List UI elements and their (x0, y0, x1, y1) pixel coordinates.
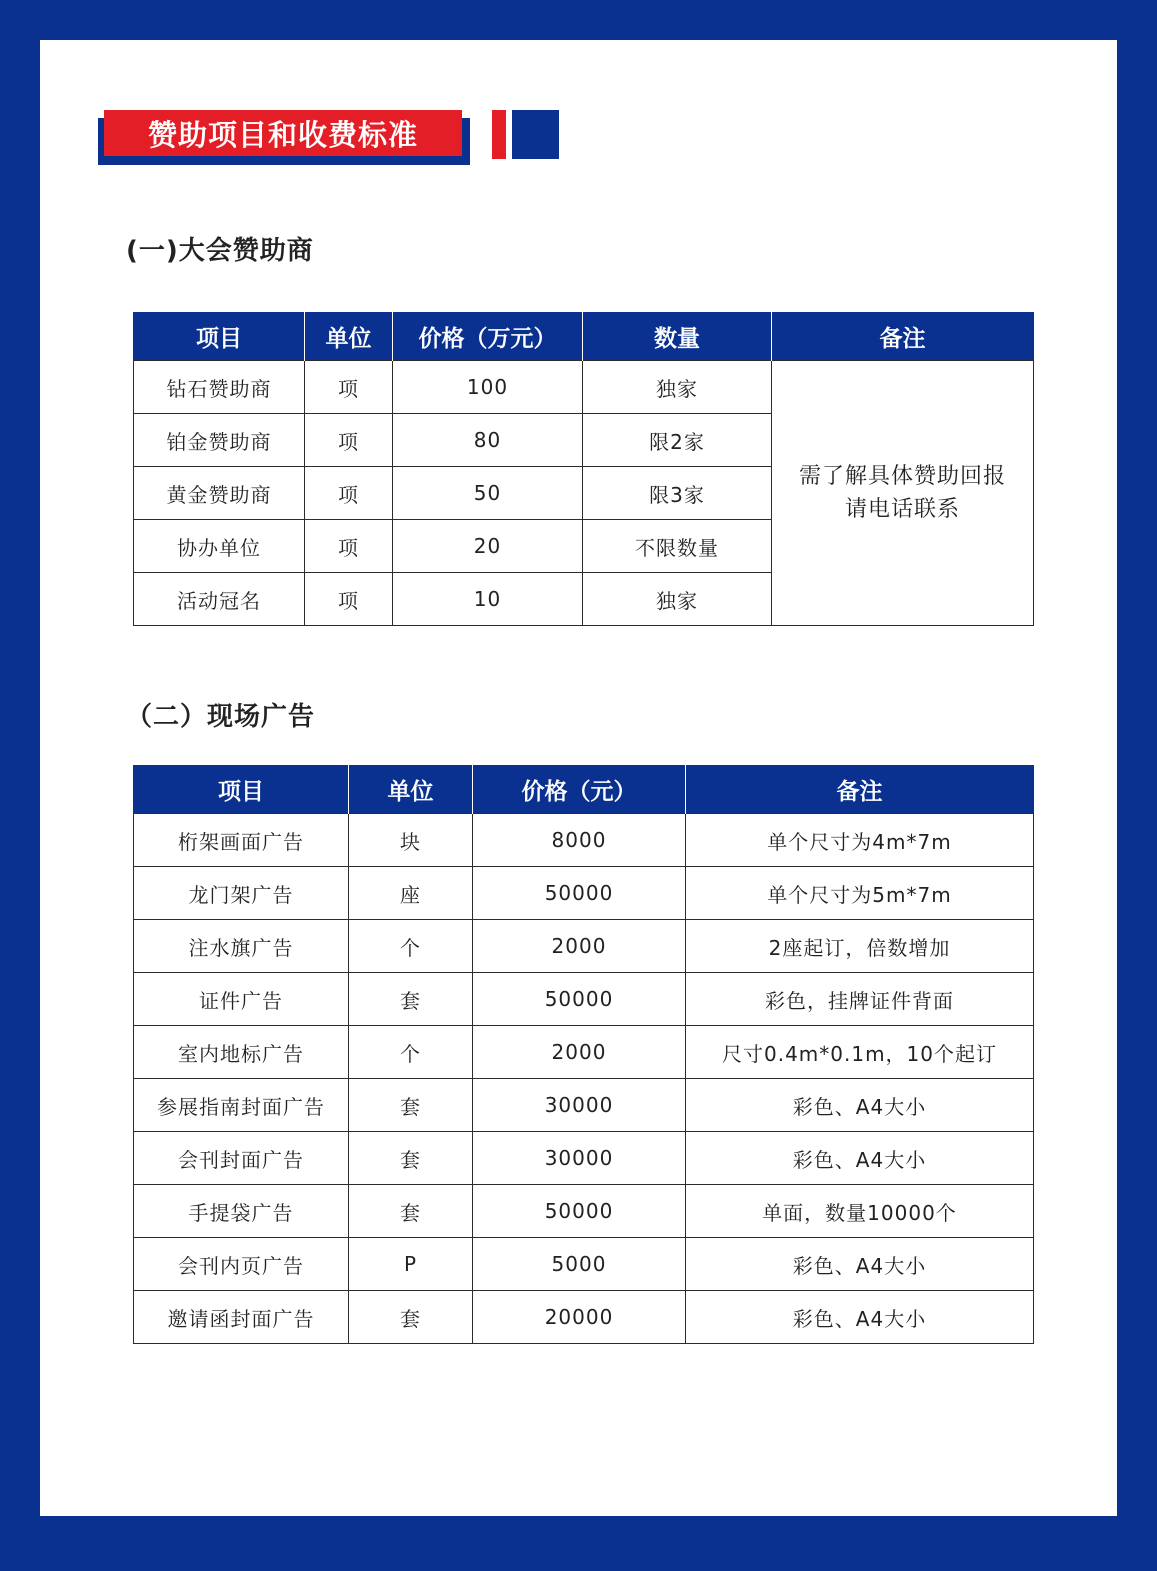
cell-price: 50000 (473, 1185, 686, 1238)
table-row (134, 814, 1034, 867)
cell-quantity: 限3家 (583, 467, 772, 520)
cell-item: 黄金赞助商 (134, 467, 305, 520)
cell-unit: 项 (305, 361, 393, 414)
cell-item: 证件广告 (134, 973, 349, 1026)
cell-price: 2000 (473, 920, 686, 973)
cell-item: 会刊封面广告 (134, 1132, 349, 1185)
table-row (134, 1291, 1034, 1344)
cell-quantity: 不限数量 (583, 520, 772, 573)
section-title-ads: （二）现场广告 (126, 702, 316, 732)
header-note: 备注 (772, 312, 1034, 361)
cell-price: 8000 (473, 814, 686, 867)
table-row (134, 1079, 1034, 1132)
cell-item: 桁架画面广告 (134, 814, 349, 867)
cell-unit: 个 (349, 1026, 473, 1079)
note-line-2: 请电话联系 (844, 497, 960, 522)
cell-price: 50000 (473, 973, 686, 1026)
table-row (134, 920, 1034, 973)
cell-unit: P (349, 1238, 473, 1291)
cell-note: 尺寸0.4m*0.1m，10个起订 (686, 1026, 1034, 1079)
note-line-1: 需了解具体赞助回报 (798, 464, 1006, 489)
cell-quantity: 独家 (583, 573, 772, 626)
cell-price: 20000 (473, 1291, 686, 1344)
cell-unit: 座 (349, 867, 473, 920)
cell-price: 30000 (473, 1132, 686, 1185)
ads-table (133, 765, 1034, 1344)
cell-item: 邀请函封面广告 (134, 1291, 349, 1344)
cell-item: 参展指南封面广告 (134, 1079, 349, 1132)
cell-unit: 项 (305, 573, 393, 626)
cell-price: 5000 (473, 1238, 686, 1291)
table-row (134, 1185, 1034, 1238)
cell-note: 彩色、A4大小 (686, 1079, 1034, 1132)
table-row (134, 1132, 1034, 1185)
cell-unit: 套 (349, 1132, 473, 1185)
title-banner (98, 110, 470, 166)
cell-note: 彩色、A4大小 (686, 1132, 1034, 1185)
ads-table-header (134, 765, 1034, 814)
cell-unit: 项 (305, 467, 393, 520)
header-price: 价格（元） (473, 765, 686, 814)
cell-unit: 套 (349, 1185, 473, 1238)
table-row (134, 973, 1034, 1026)
header-note: 备注 (686, 765, 1034, 814)
cell-note: 单个尺寸为4m*7m (686, 814, 1034, 867)
cell-item: 钻石赞助商 (134, 361, 305, 414)
decorative-red-bar (492, 110, 506, 159)
cell-price: 80 (393, 414, 583, 467)
cell-note: 单面，数量10000个 (686, 1185, 1034, 1238)
cell-item: 手提袋广告 (134, 1185, 349, 1238)
cell-note (772, 361, 1034, 626)
cell-item: 协办单位 (134, 520, 305, 573)
cell-price: 10 (393, 573, 583, 626)
cell-price: 50000 (473, 867, 686, 920)
header-quantity: 数量 (583, 312, 772, 361)
cell-price: 100 (393, 361, 583, 414)
cell-unit: 个 (349, 920, 473, 973)
cell-item: 注水旗广告 (134, 920, 349, 973)
cell-price: 30000 (473, 1079, 686, 1132)
cell-item: 活动冠名 (134, 573, 305, 626)
cell-note: 彩色、A4大小 (686, 1238, 1034, 1291)
header-unit: 单位 (349, 765, 473, 814)
cell-note: 彩色、A4大小 (686, 1291, 1034, 1344)
cell-unit: 套 (349, 1079, 473, 1132)
header-item: 项目 (134, 765, 349, 814)
table-row (134, 1238, 1034, 1291)
decorative-blue-block (512, 110, 559, 159)
cell-unit: 套 (349, 1291, 473, 1344)
banner-title: 赞助项目和收费标准 (104, 110, 462, 156)
cell-note: 2座起订，倍数增加 (686, 920, 1034, 973)
cell-unit: 项 (305, 414, 393, 467)
cell-item: 会刊内页广告 (134, 1238, 349, 1291)
cell-quantity: 限2家 (583, 414, 772, 467)
sponsor-table (133, 312, 1034, 626)
header-price: 价格（万元） (393, 312, 583, 361)
table-row (134, 361, 1034, 414)
cell-note: 彩色，挂牌证件背面 (686, 973, 1034, 1026)
sponsor-table-header (134, 312, 1034, 361)
cell-item: 铂金赞助商 (134, 414, 305, 467)
cell-unit: 项 (305, 520, 393, 573)
table-row (134, 1026, 1034, 1079)
header-unit: 单位 (305, 312, 393, 361)
section-title-sponsors: (一)大会赞助商 (126, 236, 314, 266)
document-page (40, 40, 1117, 1516)
cell-price: 50 (393, 467, 583, 520)
cell-price: 2000 (473, 1026, 686, 1079)
cell-quantity: 独家 (583, 361, 772, 414)
cell-item: 室内地标广告 (134, 1026, 349, 1079)
cell-price: 20 (393, 520, 583, 573)
cell-note: 单个尺寸为5m*7m (686, 867, 1034, 920)
cell-unit: 块 (349, 814, 473, 867)
cell-item: 龙门架广告 (134, 867, 349, 920)
header-item: 项目 (134, 312, 305, 361)
cell-unit: 套 (349, 973, 473, 1026)
table-row (134, 867, 1034, 920)
